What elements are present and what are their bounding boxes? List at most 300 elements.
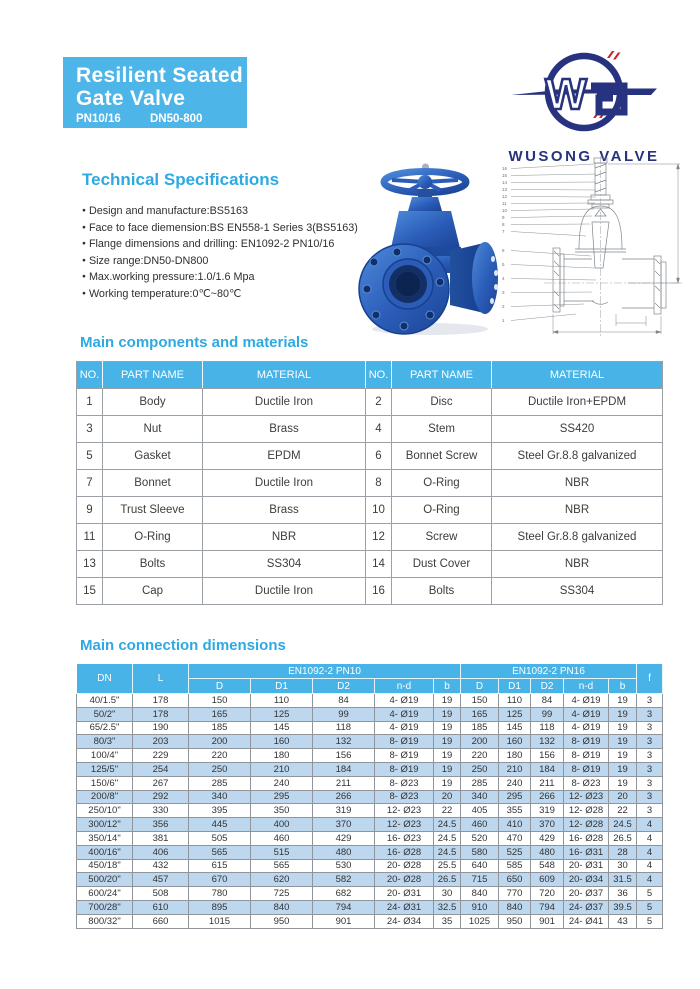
table-cell: 615 (189, 859, 251, 873)
table-cell: 565 (189, 845, 251, 859)
table-cell: 50/2" (77, 707, 133, 721)
logo-monogram (545, 70, 624, 119)
drawing-part-number: 15 (502, 173, 508, 178)
table-cell: 450/18" (77, 859, 133, 873)
table-cell: Steel Gr.8.8 galvanized (492, 524, 663, 551)
table-cell: 5 (637, 887, 663, 901)
table-cell: Bonnet (103, 470, 203, 497)
dimensions-header-cell: D1 (251, 679, 313, 694)
table-cell: 13 (77, 551, 103, 578)
table-row (77, 707, 663, 721)
table-cell: 184 (531, 762, 564, 776)
table-cell: 267 (133, 776, 189, 790)
table-cell: NBR (492, 497, 663, 524)
table-cell: O-Ring (392, 497, 492, 524)
drawing-part-number: 14 (502, 180, 508, 185)
table-cell: 4 (637, 859, 663, 873)
table-cell: 229 (133, 749, 189, 763)
table-cell: 39.5 (609, 900, 637, 914)
table-cell: 19 (434, 762, 461, 776)
table-cell: 30 (609, 859, 637, 873)
table-cell: 285 (461, 776, 499, 790)
table-row (77, 804, 663, 818)
table-cell: 292 (133, 790, 189, 804)
table-cell: 3 (637, 694, 663, 708)
valve-photo (352, 163, 512, 337)
table-cell: 1 (77, 389, 103, 416)
table-cell: 720 (531, 887, 564, 901)
product-title-line1: Resilient Seated (76, 64, 244, 87)
leader-line (511, 174, 596, 176)
table-cell: 20- Ø28 (375, 859, 434, 873)
table-cell: 770 (499, 887, 531, 901)
table-row (77, 790, 663, 804)
dimensions-group-header-row (77, 664, 663, 679)
table-cell: 24.5 (434, 818, 461, 832)
table-cell: Steel Gr.8.8 galvanized (492, 443, 663, 470)
drawing-part-number: 7 (502, 229, 505, 234)
table-cell: 19 (609, 694, 637, 708)
table-cell: 24.5 (434, 831, 461, 845)
table-cell: 4- Ø19 (564, 707, 609, 721)
table-cell: 508 (133, 887, 189, 901)
table-cell: 470 (499, 831, 531, 845)
table-cell: 36 (609, 887, 637, 901)
f-column-header: f (637, 664, 663, 694)
table-cell: 609 (531, 873, 564, 887)
drawing-part-number: 5 (502, 262, 505, 267)
leader-line (511, 209, 594, 211)
table-cell: 794 (531, 900, 564, 914)
table-row (77, 873, 663, 887)
table-cell: SS304 (203, 551, 366, 578)
table-cell: 16- Ø28 (375, 845, 434, 859)
table-cell: 22 (609, 804, 637, 818)
table-cell: 381 (133, 831, 189, 845)
table-cell: 910 (461, 900, 499, 914)
table-cell: 118 (313, 721, 375, 735)
table-cell: 14 (366, 551, 392, 578)
table-cell: 220 (461, 749, 499, 763)
table-cell: 3 (77, 416, 103, 443)
table-cell: 211 (531, 776, 564, 790)
dimensions-header-cell: D (189, 679, 251, 694)
spec-item: ● Working temperature:0℃~80℃ (82, 286, 367, 303)
table-cell: 500/20" (77, 873, 133, 887)
dn-column-header: DN (77, 664, 133, 694)
dimensions-header-cell: b (434, 679, 461, 694)
table-cell: 25.5 (434, 859, 461, 873)
table-cell: 19 (609, 762, 637, 776)
components-header-cell: NO. (366, 362, 392, 389)
table-cell: 356 (133, 818, 189, 832)
table-cell: 180 (251, 749, 313, 763)
table-row (77, 900, 663, 914)
dimensions-header-cell: D2 (531, 679, 564, 694)
table-cell: Ductile Iron+EPDM (492, 389, 663, 416)
table-cell: SS420 (492, 416, 663, 443)
table-cell: 110 (499, 694, 531, 708)
table-cell: 395 (189, 804, 251, 818)
table-cell: 240 (251, 776, 313, 790)
table-cell: 84 (531, 694, 564, 708)
table-cell: 12- Ø23 (564, 790, 609, 804)
table-cell: Trust Sleeve (103, 497, 203, 524)
table-row (77, 831, 663, 845)
table-cell: 24- Ø34 (375, 914, 434, 928)
table-cell: Ductile Iron (203, 578, 366, 605)
table-cell: 210 (251, 762, 313, 776)
table-cell: 19 (434, 707, 461, 721)
table-cell: 160 (251, 735, 313, 749)
table-cell: 840 (251, 900, 313, 914)
table-cell: 580 (461, 845, 499, 859)
table-cell: 780 (189, 887, 251, 901)
dimensions-section (76, 637, 662, 929)
table-cell: 156 (313, 749, 375, 763)
product-title-banner (63, 57, 247, 128)
table-cell: 9 (77, 497, 103, 524)
table-cell: 2 (366, 389, 392, 416)
pn10-group-header: EN1092-2 PN10 (189, 664, 461, 679)
leader-line (511, 265, 594, 269)
table-cell: EPDM (203, 443, 366, 470)
table-cell: 340 (461, 790, 499, 804)
table-cell: 240 (499, 776, 531, 790)
table-cell: 1025 (461, 914, 499, 928)
table-cell: 406 (133, 845, 189, 859)
table-cell: 250 (461, 762, 499, 776)
table-cell: 582 (313, 873, 375, 887)
tech-specs-list (82, 203, 367, 303)
table-cell: NBR (203, 524, 366, 551)
table-row (77, 443, 663, 470)
table-cell: 16 (366, 578, 392, 605)
table-cell: 20- Ø28 (375, 873, 434, 887)
dimensions-header-cell: D2 (313, 679, 375, 694)
drawing-part-number: 6 (502, 248, 505, 253)
table-cell: 184 (313, 762, 375, 776)
table-cell: 132 (531, 735, 564, 749)
table-cell: NBR (492, 551, 663, 578)
drawing-part-number: 2 (502, 304, 505, 309)
table-cell: Dust Cover (392, 551, 492, 578)
table-cell: 178 (133, 707, 189, 721)
table-cell: 650 (499, 873, 531, 887)
table-cell: 200/8" (77, 790, 133, 804)
table-cell: 24- Ø31 (375, 900, 434, 914)
table-row (77, 694, 663, 708)
table-row (77, 845, 663, 859)
table-row (77, 551, 663, 578)
table-cell: 211 (313, 776, 375, 790)
svg-text:W: W (545, 70, 587, 119)
pn16-group-header: EN1092-2 PN16 (461, 664, 637, 679)
table-cell: 480 (313, 845, 375, 859)
table-cell: NBR (492, 470, 663, 497)
table-cell: Ductile Iron (203, 389, 366, 416)
table-cell: 840 (461, 887, 499, 901)
table-row (77, 749, 663, 763)
table-cell: Body (103, 389, 203, 416)
table-cell: 11 (77, 524, 103, 551)
dimensions-table (76, 663, 663, 929)
tech-specs-section (82, 170, 367, 303)
table-cell: Bolts (103, 551, 203, 578)
l-column-header: L (133, 664, 189, 694)
leader-line (511, 190, 596, 191)
table-cell: 4 (637, 831, 663, 845)
table-cell: Cap (103, 578, 203, 605)
table-cell: 8- Ø23 (564, 776, 609, 790)
table-cell: 670 (189, 873, 251, 887)
table-cell: 12- Ø28 (564, 804, 609, 818)
table-cell: 40/1.5" (77, 694, 133, 708)
product-subtitle (76, 113, 247, 125)
drawing-part-number: 13 (502, 187, 508, 192)
size-range: DN50-800 (149, 113, 203, 125)
table-cell: Bonnet Screw (392, 443, 492, 470)
table-cell: 640 (461, 859, 499, 873)
table-cell: Gasket (103, 443, 203, 470)
table-cell: 110 (251, 694, 313, 708)
table-cell: 150 (189, 694, 251, 708)
table-cell: 7 (77, 470, 103, 497)
spec-item: ● Face to face diemension:BS EN558-1 Series 3(BS5163) (82, 220, 367, 237)
table-cell: 20- Ø34 (564, 873, 609, 887)
tech-specs-heading: Technical Specifications (82, 170, 280, 189)
leader-line (511, 224, 590, 225)
table-row (77, 497, 663, 524)
table-cell: 1015 (189, 914, 251, 928)
table-cell: 6 (366, 443, 392, 470)
leader-line (511, 314, 576, 321)
table-row (77, 887, 663, 901)
table-row (77, 818, 663, 832)
table-cell: 16- Ø23 (375, 831, 434, 845)
spec-item: ● Design and manufacture:BS5163 (82, 203, 367, 220)
table-cell: 203 (133, 735, 189, 749)
table-cell: Brass (203, 497, 366, 524)
table-cell: 901 (313, 914, 375, 928)
valve-body (359, 242, 498, 334)
table-cell: SS304 (492, 578, 663, 605)
table-cell: 16- Ø28 (564, 831, 609, 845)
table-cell: 8- Ø19 (375, 735, 434, 749)
components-header-cell: MATERIAL (203, 362, 366, 389)
table-cell: 8- Ø19 (375, 762, 434, 776)
table-cell: 24.5 (434, 845, 461, 859)
table-cell: 16- Ø31 (564, 845, 609, 859)
table-cell: 185 (189, 721, 251, 735)
table-cell: 132 (313, 735, 375, 749)
table-cell: 150 (461, 694, 499, 708)
table-cell: 32.5 (434, 900, 461, 914)
table-cell: 350/14" (77, 831, 133, 845)
table-cell: 19 (434, 749, 461, 763)
table-cell: 525 (499, 845, 531, 859)
table-row (77, 735, 663, 749)
table-cell: 295 (251, 790, 313, 804)
table-cell: Ductile Iron (203, 470, 366, 497)
table-cell: 400 (251, 818, 313, 832)
drawing-part-number: 12 (502, 194, 508, 199)
drawing-part-number: 1 (502, 318, 505, 323)
table-cell: 15 (77, 578, 103, 605)
components-header-row (77, 362, 663, 389)
table-cell: 3 (637, 776, 663, 790)
table-cell: 285 (189, 776, 251, 790)
table-cell: 8- Ø19 (564, 749, 609, 763)
table-cell: 457 (133, 873, 189, 887)
table-cell: 20- Ø37 (564, 887, 609, 901)
table-cell: 3 (637, 762, 663, 776)
table-cell: 429 (531, 831, 564, 845)
components-table (76, 361, 663, 605)
table-cell: 3 (637, 804, 663, 818)
dimensions-header-cell: D (461, 679, 499, 694)
table-cell: 80/3" (77, 735, 133, 749)
table-cell: 370 (313, 818, 375, 832)
table-cell: 700/28" (77, 900, 133, 914)
table-cell: 895 (189, 900, 251, 914)
table-cell: 445 (189, 818, 251, 832)
table-cell: 8- Ø19 (375, 749, 434, 763)
table-cell: 19 (434, 721, 461, 735)
table-cell: 43 (609, 914, 637, 928)
table-cell: 100/4" (77, 749, 133, 763)
valve-technical-drawing (496, 156, 686, 341)
wusong-logo-icon (509, 42, 659, 142)
table-cell: 330 (133, 804, 189, 818)
table-cell: 12- Ø23 (375, 818, 434, 832)
table-cell: 4 (637, 818, 663, 832)
drawing-valve-outline (553, 158, 666, 314)
table-row (77, 389, 663, 416)
table-cell: 3 (637, 749, 663, 763)
table-cell: 410 (499, 818, 531, 832)
table-row (77, 762, 663, 776)
table-cell: 620 (251, 873, 313, 887)
drawing-part-callouts (502, 164, 596, 323)
leader-line (511, 182, 596, 183)
table-cell: 429 (313, 831, 375, 845)
table-cell: 12 (366, 524, 392, 551)
table-cell: 84 (313, 694, 375, 708)
table-cell: 300/12" (77, 818, 133, 832)
table-cell: 505 (189, 831, 251, 845)
table-cell: 250 (189, 762, 251, 776)
table-cell: 20 (434, 790, 461, 804)
table-row (77, 859, 663, 873)
product-title-line2: Gate Valve (76, 87, 186, 110)
table-row (77, 914, 663, 928)
table-cell: 156 (531, 749, 564, 763)
table-cell: 600/24" (77, 887, 133, 901)
table-cell: 340 (189, 790, 251, 804)
table-cell: 99 (313, 707, 375, 721)
table-row (77, 470, 663, 497)
table-cell: 682 (313, 887, 375, 901)
table-cell: 178 (133, 694, 189, 708)
table-cell: 4- Ø19 (564, 694, 609, 708)
table-cell: 65/2.5" (77, 721, 133, 735)
table-cell: 370 (531, 818, 564, 832)
table-cell: 8- Ø23 (375, 776, 434, 790)
table-cell: 515 (251, 845, 313, 859)
table-cell: 118 (531, 721, 564, 735)
table-cell: 19 (609, 721, 637, 735)
table-row (77, 578, 663, 605)
table-cell: 26.5 (609, 831, 637, 845)
table-cell: 5 (637, 914, 663, 928)
table-cell: 460 (461, 818, 499, 832)
table-cell: 355 (499, 804, 531, 818)
table-cell: 125 (251, 707, 313, 721)
components-heading: Main components and materials (80, 334, 309, 351)
table-cell: 150/6" (77, 776, 133, 790)
table-cell: 4 (637, 873, 663, 887)
table-cell: 200 (461, 735, 499, 749)
table-cell: 4- Ø19 (375, 694, 434, 708)
leader-line (511, 203, 595, 204)
table-cell: 4- Ø19 (564, 721, 609, 735)
table-cell: 210 (499, 762, 531, 776)
drawing-part-number: 4 (502, 276, 505, 281)
table-cell: 840 (499, 900, 531, 914)
table-cell: Stem (392, 416, 492, 443)
table-cell: O-Ring (103, 524, 203, 551)
table-cell: 585 (499, 859, 531, 873)
table-cell: Disc (392, 389, 492, 416)
table-cell: Screw (392, 524, 492, 551)
table-cell: 266 (313, 790, 375, 804)
dimensions-header-cell: n-d (564, 679, 609, 694)
table-cell: 5 (77, 443, 103, 470)
table-cell: 99 (531, 707, 564, 721)
pressure-rating: PN10/16 (76, 113, 121, 125)
table-cell: 3 (637, 790, 663, 804)
table-cell: 165 (189, 707, 251, 721)
leader-line (511, 251, 591, 257)
table-cell: 8- Ø19 (564, 762, 609, 776)
table-cell: 950 (251, 914, 313, 928)
table-cell: 715 (461, 873, 499, 887)
leader-line (511, 279, 596, 281)
table-cell: 19 (434, 735, 461, 749)
leader-line (511, 304, 584, 307)
table-cell: 350 (251, 804, 313, 818)
table-cell: 35 (434, 914, 461, 928)
drawing-part-number: 3 (502, 290, 505, 295)
table-cell: 3 (637, 735, 663, 749)
table-cell: 125/5" (77, 762, 133, 776)
table-cell: 295 (499, 790, 531, 804)
table-cell: 125 (499, 707, 531, 721)
dimensions-heading: Main connection dimensions (80, 637, 286, 654)
table-cell: 250/10" (77, 804, 133, 818)
leader-line (511, 232, 586, 237)
table-cell: 160 (499, 735, 531, 749)
table-cell: 20 (609, 790, 637, 804)
table-cell: 22 (434, 804, 461, 818)
table-cell: 800/32" (77, 914, 133, 928)
table-cell: 145 (251, 721, 313, 735)
components-header-cell: NO. (77, 362, 103, 389)
dimensions-header-cell: b (609, 679, 637, 694)
table-cell: 10 (366, 497, 392, 524)
components-section (76, 334, 662, 605)
